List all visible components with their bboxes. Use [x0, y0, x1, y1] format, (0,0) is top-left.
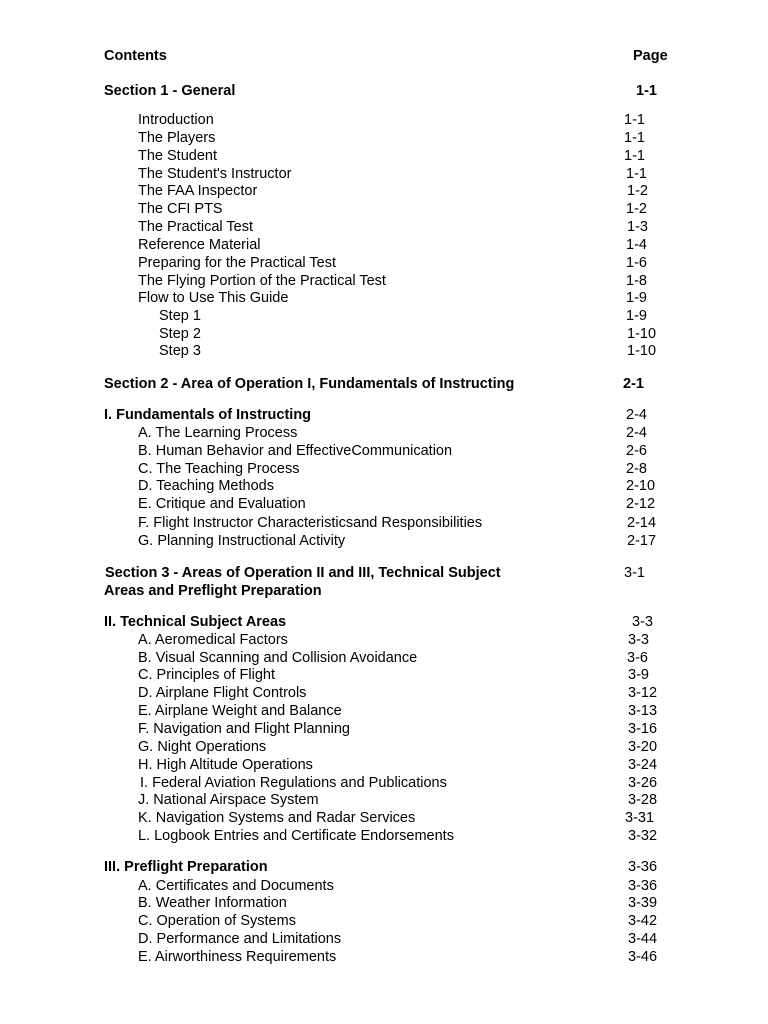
- toc-entry-title: B. Weather Information: [138, 895, 287, 911]
- toc-entry-page: 3-1: [624, 565, 645, 581]
- toc-section-2[interactable]: [0, 375, 768, 393]
- toc-entry-title: Areas and Preflight Preparation: [104, 583, 322, 599]
- toc-entry[interactable]: [0, 424, 768, 442]
- toc-entry[interactable]: [0, 756, 768, 774]
- toc-entry[interactable]: [0, 702, 768, 720]
- toc-entry-title: III. Preflight Preparation: [104, 859, 268, 875]
- toc-entry-page: 1-3: [627, 219, 648, 235]
- toc-entry-page: 3-12: [628, 685, 658, 701]
- toc-entry-title: Step 1: [159, 308, 201, 324]
- toc-subentry[interactable]: [0, 307, 768, 325]
- toc-entry-title: The Student's Instructor: [138, 166, 292, 182]
- toc-entry[interactable]: [0, 532, 768, 550]
- toc-area-heading[interactable]: [0, 613, 768, 631]
- toc-entry[interactable]: [0, 111, 768, 129]
- toc-entry-title: G. Night Operations: [138, 739, 267, 755]
- toc-entry[interactable]: [0, 720, 768, 738]
- toc-entry-page: 3-26: [628, 775, 658, 791]
- toc-entry-page: 3-42: [628, 913, 658, 929]
- toc-entry-page: 3-32: [628, 828, 658, 844]
- toc-entry[interactable]: [0, 666, 768, 684]
- toc-section-3-continued: [0, 582, 768, 600]
- toc-entry[interactable]: [0, 218, 768, 236]
- toc-entry[interactable]: [0, 912, 768, 930]
- contents-header: [0, 47, 768, 65]
- toc-entry-page: 3-9: [628, 667, 649, 683]
- toc-entry-page: 1-10: [627, 326, 657, 342]
- toc-entry-title: Preparing for the Practical Test: [138, 255, 336, 271]
- toc-area-heading[interactable]: [0, 406, 768, 424]
- toc-entry-title: H. High Altitude Operations: [138, 757, 313, 773]
- toc-entry[interactable]: [0, 129, 768, 147]
- toc-entry-title: D. Teaching Methods: [138, 478, 274, 494]
- page-label: Page: [633, 48, 668, 64]
- toc-entry-title: D. Airplane Flight Controls: [138, 685, 307, 701]
- toc-subentry[interactable]: [0, 325, 768, 343]
- toc-entry-title: II. Technical Subject Areas: [104, 614, 287, 630]
- toc-entry-page: 3-36: [628, 859, 658, 875]
- toc-entry[interactable]: [0, 809, 768, 827]
- toc-entry-page: 2-10: [626, 478, 656, 494]
- toc-entry[interactable]: [0, 827, 768, 845]
- toc-entry-page: 1-2: [627, 183, 648, 199]
- toc-section-1[interactable]: [0, 82, 768, 100]
- toc-entry[interactable]: [0, 182, 768, 200]
- toc-entry[interactable]: [0, 631, 768, 649]
- toc-entry-title: I. Fundamentals of Instructing: [104, 407, 312, 423]
- toc-entry-title: L. Logbook Entries and Certificate Endorsements: [138, 828, 454, 844]
- toc-section-3[interactable]: [0, 564, 768, 582]
- toc-entry-page: 1-10: [627, 343, 657, 359]
- toc-entry-title: A. The Learning Process: [138, 425, 298, 441]
- toc-entry-page: 1-9: [626, 290, 647, 306]
- toc-entry-page: 3-13: [628, 703, 658, 719]
- toc-entry-title: C. The Teaching Process: [138, 461, 300, 477]
- toc-entry-page: 2-8: [626, 461, 647, 477]
- toc-entry-page: 2-6: [626, 443, 647, 459]
- toc-entry-page: 2-12: [626, 496, 656, 512]
- toc-entry[interactable]: [0, 930, 768, 948]
- toc-entry[interactable]: [0, 514, 768, 532]
- toc-entry[interactable]: [0, 442, 768, 460]
- toc-entry[interactable]: [0, 147, 768, 165]
- toc-entry-page: 2-17: [627, 533, 657, 549]
- toc-entry-page: 1-9: [626, 308, 647, 324]
- toc-entry-title: A. Aeromedical Factors: [138, 632, 288, 648]
- toc-entry-page: 3-20: [628, 739, 658, 755]
- toc-entry-page: 3-31: [625, 810, 655, 826]
- toc-entry-page: 2-4: [626, 407, 647, 423]
- toc-entry-title: The Practical Test: [138, 219, 253, 235]
- toc-entry-title: D. Performance and Limitations: [138, 931, 342, 947]
- toc-entry-title: J. National Airspace System: [138, 792, 319, 808]
- toc-entry[interactable]: [0, 165, 768, 183]
- toc-entry-title: F. Navigation and Flight Planning: [138, 721, 350, 737]
- toc-entry-page: 2-14: [627, 515, 657, 531]
- toc-entry[interactable]: [0, 289, 768, 307]
- contents-label: Contents: [104, 48, 167, 64]
- toc-entry[interactable]: [0, 684, 768, 702]
- toc-entry-title: Reference Material: [138, 237, 261, 253]
- toc-entry[interactable]: [0, 948, 768, 966]
- toc-entry-title: Section 2 - Area of Operation I, Fundamentals of Instructing: [104, 376, 515, 392]
- toc-entry[interactable]: [0, 774, 768, 792]
- toc-entry-page: 1-6: [626, 255, 647, 271]
- toc-entry-page: 1-1: [626, 166, 647, 182]
- toc-entry-title: The Student: [138, 148, 217, 164]
- toc-entry-page: 3-44: [628, 931, 658, 947]
- toc-entry-page: 3-46: [628, 949, 658, 965]
- toc-entry-title: B. Visual Scanning and Collision Avoidance: [138, 650, 418, 666]
- toc-entry-title: B. Human Behavior and EffectiveCommunication: [138, 443, 453, 459]
- toc-entry[interactable]: [0, 477, 768, 495]
- toc-entry[interactable]: [0, 254, 768, 272]
- toc-entry-title: The FAA Inspector: [138, 183, 258, 199]
- toc-entry-title: The Flying Portion of the Practical Test: [138, 273, 386, 289]
- toc-entry-page: 2-1: [623, 376, 644, 392]
- toc-entry-title: Step 2: [159, 326, 201, 342]
- toc-entry-title: C. Principles of Flight: [138, 667, 275, 683]
- toc-entry[interactable]: [0, 460, 768, 478]
- toc-entry-page: 3-3: [632, 614, 653, 630]
- toc-entry-page: 1-1: [624, 148, 645, 164]
- toc-entry-page: 3-3: [628, 632, 649, 648]
- toc-entry-title: I. Federal Aviation Regulations and Publications: [140, 775, 447, 791]
- toc-entry-page: 1-1: [624, 130, 645, 146]
- toc-entry[interactable]: [0, 272, 768, 290]
- toc-entry-title: C. Operation of Systems: [138, 913, 296, 929]
- toc-entry[interactable]: [0, 738, 768, 756]
- toc-entry-title: E. Airplane Weight and Balance: [138, 703, 342, 719]
- toc-entry-page: 3-24: [628, 757, 658, 773]
- toc-entry[interactable]: [0, 200, 768, 218]
- toc-entry-title: Introduction: [138, 112, 214, 128]
- toc-entry-title: F. Flight Instructor Characteristicsand Responsibilities: [138, 515, 483, 531]
- toc-entry-title: Flow to Use This Guide: [138, 290, 289, 306]
- toc-entry[interactable]: [0, 791, 768, 809]
- toc-entry[interactable]: [0, 495, 768, 513]
- toc-entry[interactable]: [0, 894, 768, 912]
- toc-entry-title: E. Critique and Evaluation: [138, 496, 306, 512]
- toc-entry-title: Section 3 - Areas of Operation II and III, Technical Subject: [105, 565, 501, 581]
- toc-entry-title: The CFI PTS: [138, 201, 223, 217]
- toc-entry-page: 1-8: [626, 273, 647, 289]
- toc-entry[interactable]: [0, 649, 768, 667]
- toc-entry-page: 2-4: [626, 425, 647, 441]
- toc-subentry[interactable]: [0, 342, 768, 360]
- toc-entry-page: 1-2: [626, 201, 647, 217]
- toc-entry-page: 3-16: [628, 721, 658, 737]
- toc-entry-page: 1-4: [626, 237, 647, 253]
- toc-entry-page: 3-28: [628, 792, 658, 808]
- toc-entry-title: A. Certificates and Documents: [138, 878, 334, 894]
- toc-entry-title: Section 1 - General: [104, 83, 236, 99]
- toc-entry-title: E. Airworthiness Requirements: [138, 949, 337, 965]
- toc-entry-title: G. Planning Instructional Activity: [138, 533, 346, 549]
- toc-entry-page: 3-36: [628, 878, 658, 894]
- toc-entry-title: The Players: [138, 130, 216, 146]
- toc-area-heading[interactable]: [0, 858, 768, 876]
- toc-entry-page: 3-39: [628, 895, 658, 911]
- toc-entry[interactable]: [0, 877, 768, 895]
- toc-entry-page: 1-1: [624, 112, 645, 128]
- toc-entry[interactable]: [0, 236, 768, 254]
- toc-entry-page: 1-1: [636, 83, 657, 99]
- toc-entry-title: K. Navigation Systems and Radar Services: [138, 810, 416, 826]
- toc-entry-page: 3-6: [627, 650, 648, 666]
- toc-entry-title: Step 3: [159, 343, 201, 359]
